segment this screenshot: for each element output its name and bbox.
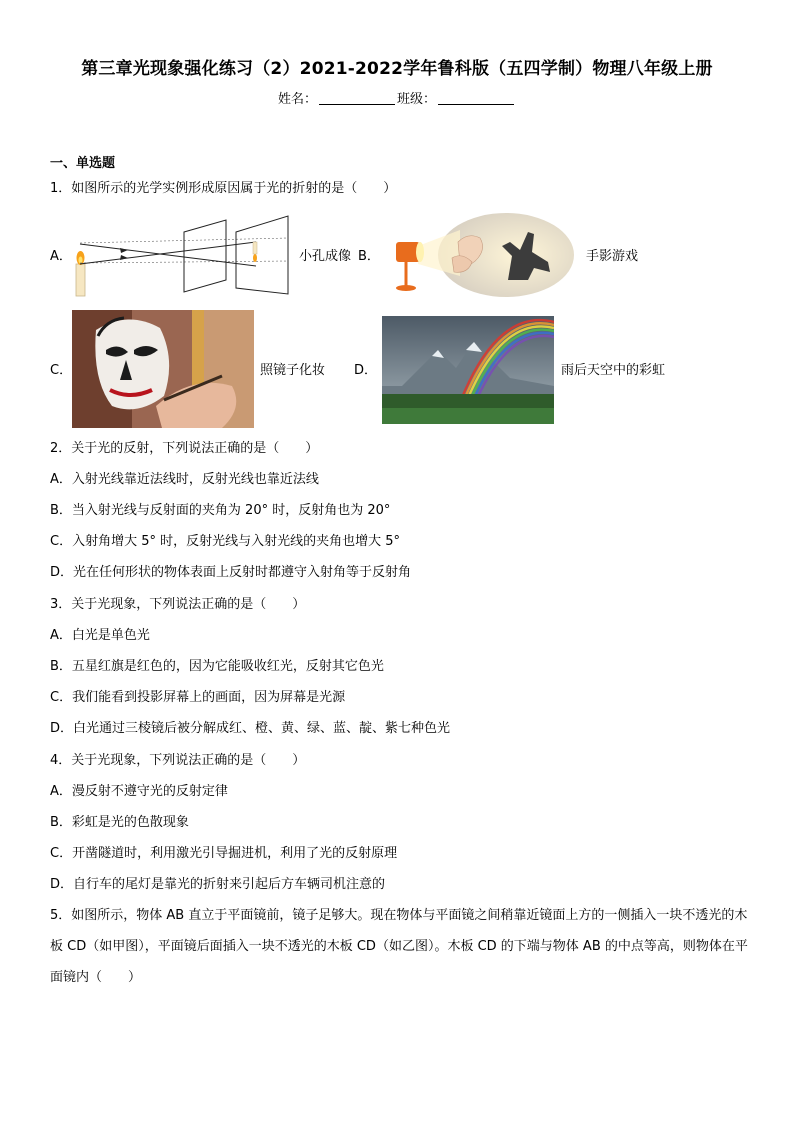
q4-option-b: B．彩虹是光的色散现象: [50, 815, 189, 830]
q1-stem: 1．如图所示的光学实例形成原因属于光的折射的是（ ）: [50, 181, 397, 196]
class-label: 班级：: [397, 92, 437, 107]
q2-stem: 2．关于光的反射，下列说法正确的是（ ）: [50, 441, 319, 456]
q2-option-a: A．入射光线靠近法线时，反射光线也靠近法线: [50, 472, 319, 487]
q2-option-d: D．光在任何形状的物体表面上反射时都遵守入射角等于反射角: [50, 565, 412, 580]
rainbow-photo: [382, 316, 554, 424]
q4-option-c: C．开凿隧道时，利用激光引导掘进机，利用了光的反射原理: [50, 846, 398, 861]
q3-stem: 3．关于光现象，下列说法正确的是（ ）: [50, 597, 306, 612]
q3-option-c: C．我们能看到投影屏幕上的画面，因为屏幕是光源: [50, 690, 346, 705]
q1-option-d-caption: 雨后天空中的彩虹: [561, 363, 666, 378]
q2-option-b: B．当入射光线与反射面的夹角为 20° 时，反射角也为 20°: [50, 503, 391, 518]
page-title: 第三章光现象强化练习（2）2021-2022学年鲁科版（五四学制）物理八年级上册: [81, 59, 713, 79]
student-info: [0, 92, 794, 108]
q4-stem: 4．关于光现象，下列说法正确的是（ ）: [50, 753, 306, 768]
name-blank[interactable]: [319, 92, 395, 105]
q1-option-c-caption: 照镜子化妆: [260, 363, 326, 378]
q3-option-d: D．白光通过三棱镜后被分解成红、橙、黄、绿、蓝、靛、紫七种色光: [50, 721, 451, 736]
section-heading: 一、单选题: [50, 156, 116, 171]
q1-option-b-label: B．: [358, 249, 380, 264]
q5-stem: 5．如图所示，物体 AB 直立于平面镜前，镜子足够大。现在物体与平面镜之间稍靠近镜面上方的一侧插入一块不透光的木板 CD（如甲图），平面镜后面插入一块不透光的木板 CD（如乙图）。木板 CD 的下端与物体 AB 的中点等高，则物体在平面镜内（ ）: [50, 908, 748, 985]
q1-option-a-caption: 小孔成像: [299, 249, 352, 264]
q3-option-b: B．五星红旗是红色的，因为它能吸收红光，反射其它色光: [50, 659, 384, 674]
q1-option-c-label: C．: [50, 363, 73, 378]
q1-option-b-caption: 手影游戏: [586, 249, 639, 264]
hand-shadow-photo: [388, 212, 574, 298]
q1-option-a-label: A．: [50, 249, 72, 264]
q3-option-a: A．白光是单色光: [50, 628, 150, 643]
class-blank[interactable]: [438, 92, 514, 105]
name-label: 姓名：: [277, 92, 317, 107]
pinhole-diagram: [68, 214, 294, 298]
q4-option-d: D．自行车的尾灯是靠光的折射来引起后方车辆司机注意的: [50, 877, 386, 892]
mirror-makeup-photo: [72, 310, 254, 428]
q2-option-c: C．入射角增大 5° 时，反射光线与入射光线的夹角也增大 5°: [50, 534, 401, 549]
q1-option-d-label: D．: [354, 363, 378, 378]
q4-option-a: A．漫反射不遵守光的反射定律: [50, 784, 228, 799]
